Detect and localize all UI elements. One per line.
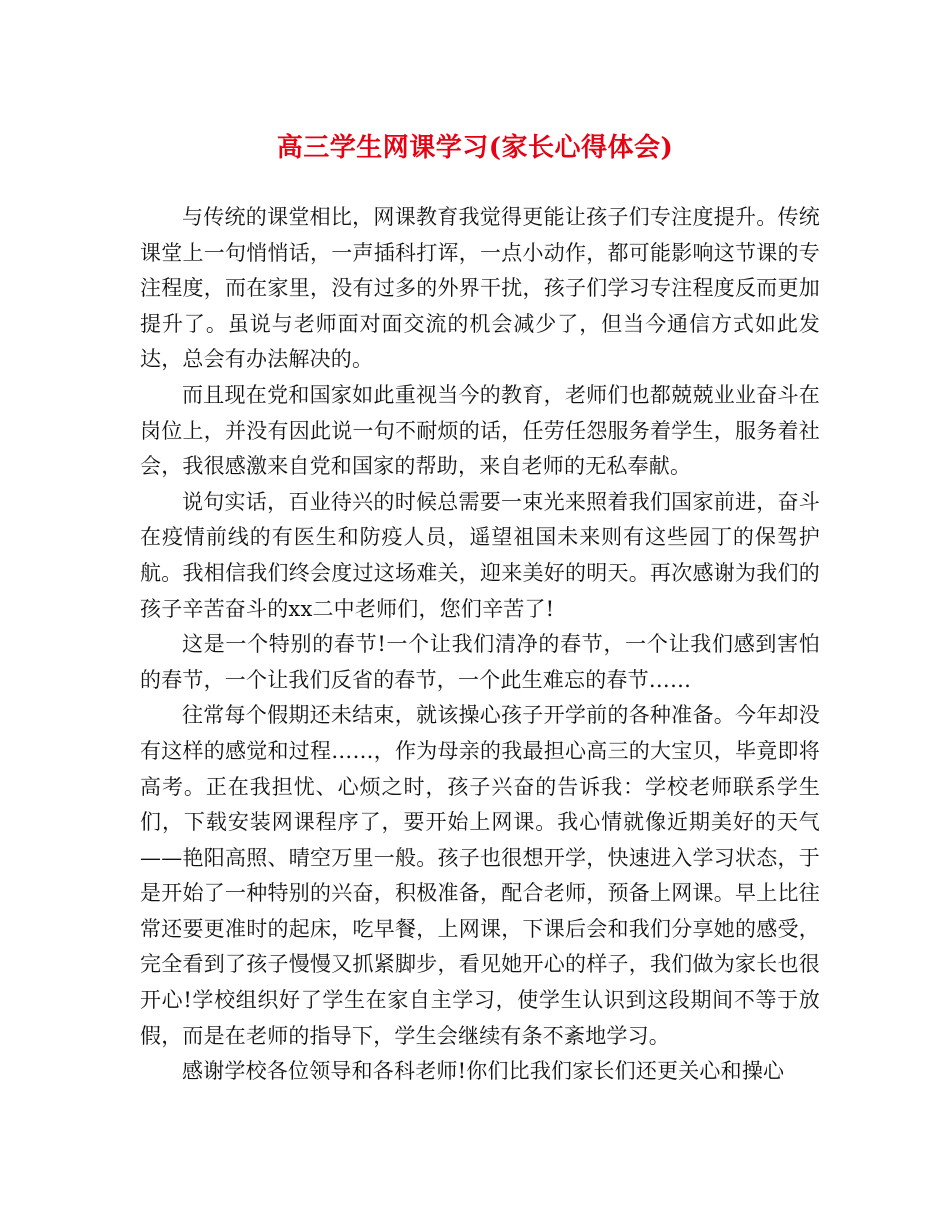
paragraph: 往常每个假期还未结束，就该操心孩子开学前的各种准备。今年却没有这样的感觉和过程……，作为母亲的我最担心高三的大宝贝，毕竟即将高考。正在我担忧、心烦之时，孩子兴奋的告诉我：学校老师联系学生们，下载安装网课程序了，要开始上网课。我心情就像近期美好的天气——艳阳高照、晴空万里一般。孩子也很想开学，快速进入学习状态，于是开始了一种特别的兴奋，积极准备，配合老师，预备上网课。早上比往常还要更准时的起床，吃早餐，上网课，下课后会和我们分享她的感受，完全看到了孩子慢慢又抓紧脚步，看见她开心的样子，我们做为家长也很开心!学校组织好了学生在家自主学习，使学生认识到这段期间不等于放假，而是在老师的指导下，学生会继续有条不紊地学习。	[140, 703, 820, 1048]
paragraph: 感谢学校各位领导和各科老师!你们比我们家长们还更关心和操心	[182, 1059, 785, 1084]
paragraph: 而且现在党和国家如此重视当今的教育，老师们也都兢兢业业奋斗在岗位上，并没有因此说一句不耐烦的话，任劳任怨服务着学生，服务着社会，我很感激来自党和国家的帮助，来自老师的无私奉献。	[140, 382, 820, 479]
document-title: 高三学生网课学习(家长心得体会)	[276, 133, 674, 163]
paragraph: 与传统的课堂相比，网课教育我觉得更能让孩子们专注度提升。传统课堂上一句悄悄话，一声插科打诨，一点小动作，都可能影响这节课的专注程度，而在家里，没有过多的外界干扰，孩子们学习专注程度反而更加提升了。虽说与老师面对面交流的机会减少了，但当今通信方式如此发达，总会有办法解决的。	[140, 205, 820, 372]
paragraph: 说句实话，百业待兴的时候总需要一束光来照着我们国家前进，奋斗在疫情前线的有医生和防疫人员，遥望祖国未来则有这些园丁的保驾护航。我相信我们终会度过这场难关，迎来美好的明天。再次感谢为我们的孩子辛苦奋斗的xx二中老师们，您们辛苦了!	[140, 489, 820, 621]
document-body	[140, 200, 820, 1090]
paragraph: 这是一个特别的春节!一个让我们清净的春节，一个让我们感到害怕的春节，一个让我们反省的春节，一个此生难忘的春节……	[140, 632, 820, 692]
